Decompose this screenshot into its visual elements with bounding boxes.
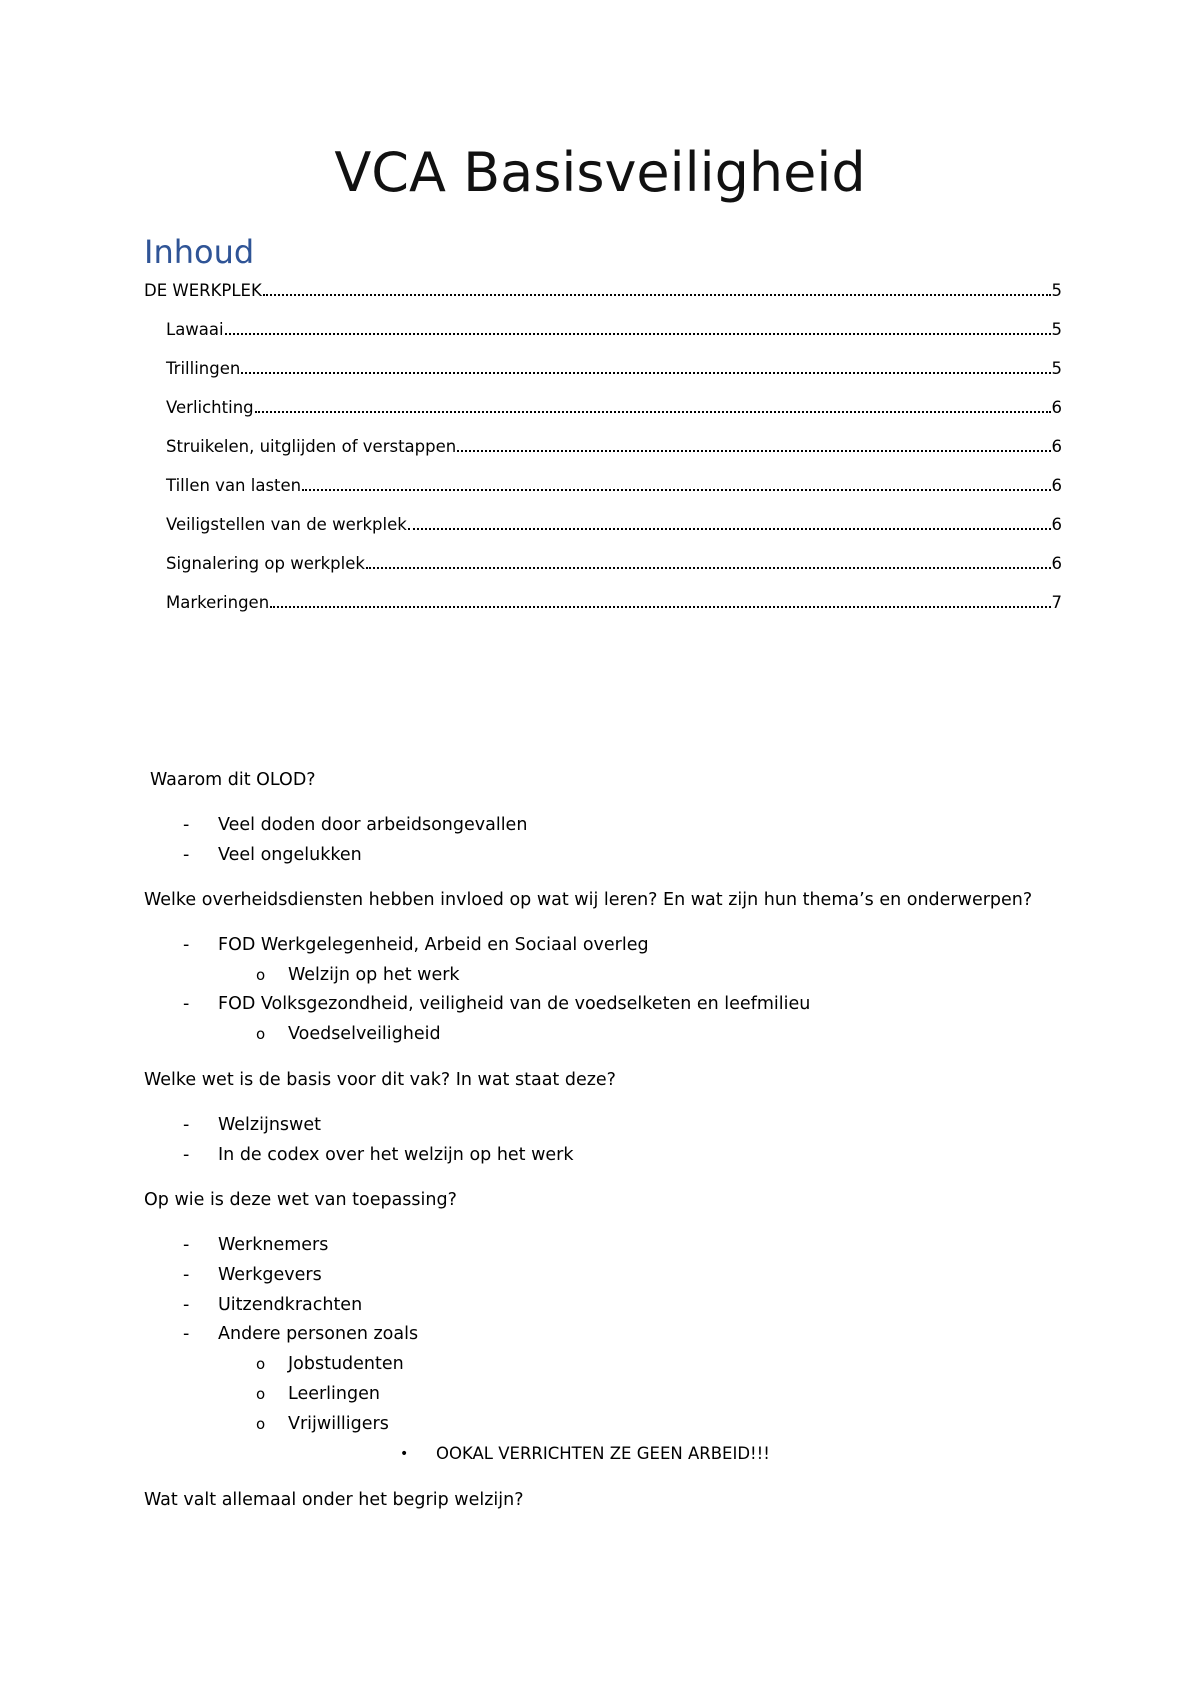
dash-bullet: -: [183, 1235, 190, 1255]
list-item-text: OOKAL VERRICHTEN ZE GEEN ARBEID!!!: [436, 1444, 770, 1463]
toc-entry-label: Veiligstellen van de werkplek: [166, 515, 407, 534]
toc-entry-page: 6: [1051, 515, 1062, 534]
toc-entry[interactable]: [166, 511, 1062, 535]
toc-entry[interactable]: [144, 277, 1062, 301]
toc-leader-dots: [270, 589, 1050, 608]
list-item-text: Werkgevers: [218, 1265, 322, 1285]
toc-entry-label: Trillingen: [166, 359, 241, 378]
circle-bullet: o: [256, 966, 266, 984]
toc-entry-label: Struikelen, uitglijden of verstappen: [166, 437, 457, 456]
toc-leader-dots: [263, 277, 1051, 296]
toc-entry-label: Tillen van lasten: [166, 476, 302, 495]
toc-entry-label: Lawaai: [166, 320, 224, 339]
circle-bullet: o: [256, 1415, 266, 1433]
toc-leader-dots: [408, 511, 1051, 530]
toc-entry[interactable]: [166, 589, 1062, 613]
toc-entry[interactable]: [166, 355, 1062, 379]
list-item-text: Welzijn op het werk: [288, 965, 460, 985]
toc-heading: Inhoud: [144, 233, 255, 271]
question-heading: Welke overheidsdiensten hebben invloed op wat wij leren? En wat zijn hun thema’s en onderwerpen?: [144, 890, 1033, 910]
toc-leader-dots: [366, 550, 1051, 569]
dash-bullet: -: [183, 1324, 190, 1344]
circle-bullet: o: [256, 1355, 266, 1373]
toc-entry-label: DE WERKPLEK: [144, 281, 262, 300]
toc-entry-page: 6: [1051, 398, 1062, 417]
toc-entry-page: 5: [1051, 281, 1062, 300]
toc-entry-page: 6: [1051, 476, 1062, 495]
document-title: VCA Basisveiligheid: [334, 141, 866, 204]
toc-entry-page: 5: [1051, 320, 1062, 339]
list-item-text: Werknemers: [218, 1235, 329, 1255]
dash-bullet: -: [183, 845, 190, 865]
toc-entry-page: 6: [1051, 554, 1062, 573]
dash-bullet: -: [183, 994, 190, 1014]
list-item-text: Jobstudenten: [288, 1354, 404, 1374]
toc-leader-dots: [302, 472, 1050, 491]
toc-entry-page: 6: [1051, 437, 1062, 456]
circle-bullet: o: [256, 1385, 266, 1403]
toc-entry-label: Verlichting: [166, 398, 254, 417]
dash-bullet: -: [183, 1145, 190, 1165]
question-heading: Wat valt allemaal onder het begrip welzijn?: [144, 1490, 524, 1510]
toc-leader-dots: [255, 394, 1051, 413]
toc-entry-label: Signalering op werkplek: [166, 554, 365, 573]
dash-bullet: -: [183, 1295, 190, 1315]
toc-entry[interactable]: [166, 472, 1062, 496]
circle-bullet: o: [256, 1025, 266, 1043]
dash-bullet: -: [183, 935, 190, 955]
list-item-text: Veel doden door arbeidsongevallen: [218, 815, 528, 835]
list-item-text: FOD Volksgezondheid, veiligheid van de voedselketen en leefmilieu: [218, 994, 811, 1014]
toc-entry-label: Markeringen: [166, 593, 270, 612]
list-item-text: Veel ongelukken: [218, 845, 362, 865]
list-item-text: FOD Werkgelegenheid, Arbeid en Sociaal overleg: [218, 935, 649, 955]
list-item-text: Voedselveiligheid: [288, 1024, 441, 1044]
dot-bullet: •: [400, 1446, 409, 1462]
list-item-text: Uitzendkrachten: [218, 1295, 363, 1315]
toc-entry[interactable]: [166, 550, 1062, 574]
dash-bullet: -: [183, 1115, 190, 1135]
question-heading: Waarom dit OLOD?: [150, 770, 316, 790]
toc-entry-page: 7: [1051, 593, 1062, 612]
dash-bullet: -: [183, 815, 190, 835]
toc-entry[interactable]: [166, 433, 1062, 457]
dash-bullet: -: [183, 1265, 190, 1285]
toc-leader-dots: [225, 316, 1051, 335]
list-item-text: In de codex over het welzijn op het werk: [218, 1145, 574, 1165]
toc-leader-dots: [241, 355, 1050, 374]
toc-entry-page: 5: [1051, 359, 1062, 378]
toc-entry[interactable]: [166, 316, 1062, 340]
list-item-text: Welzijnswet: [218, 1115, 321, 1135]
toc-leader-dots: [457, 433, 1050, 452]
question-heading: Op wie is deze wet van toepassing?: [144, 1190, 457, 1210]
list-item-text: Andere personen zoals: [218, 1324, 419, 1344]
question-heading: Welke wet is de basis voor dit vak? In wat staat deze?: [144, 1070, 616, 1090]
list-item-text: Vrijwilligers: [288, 1414, 389, 1434]
toc-entry[interactable]: [166, 394, 1062, 418]
list-item-text: Leerlingen: [288, 1384, 380, 1404]
